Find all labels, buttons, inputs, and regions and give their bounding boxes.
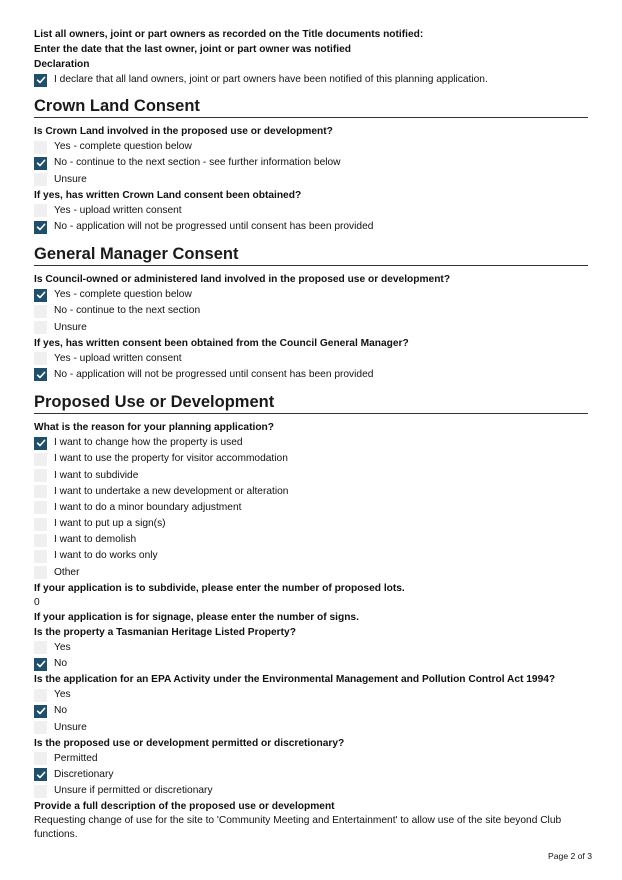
option-row-i-want-to-change-how-the-property-is-used[interactable] — [34, 435, 588, 451]
option-row-i-want-to-subdivide[interactable] — [34, 467, 588, 483]
unchecked-checkbox[interactable] — [34, 485, 47, 498]
permitted-question: Is the proposed use or development permitted or discretionary? — [34, 737, 345, 749]
declaration-checkbox[interactable] — [34, 74, 47, 87]
council-land-options — [34, 287, 588, 336]
checked-checkbox[interactable] — [34, 768, 47, 781]
declaration-text: I declare that all land owners, joint or part owners have been notified of this planning application. — [54, 74, 488, 86]
epa-options — [34, 687, 588, 736]
option-row-permitted[interactable] — [34, 751, 588, 767]
option-label: Other — [54, 566, 80, 578]
unchecked-checkbox[interactable] — [34, 305, 47, 318]
option-label: Unsure — [54, 721, 87, 733]
option-label: I want to undertake a new development or alteration — [54, 485, 289, 497]
option-label: I want to subdivide — [54, 469, 139, 481]
option-row-yes[interactable] — [34, 687, 588, 703]
crown-consent-question: If yes, has written Crown Land consent been obtained? — [34, 189, 302, 201]
option-label: Permitted — [54, 752, 98, 764]
option-row-no-application-will-not-be-progressed-until-consent-has-been-provided[interactable] — [34, 219, 588, 235]
crown-land-question: Is Crown Land involved in the proposed use or development? — [34, 126, 333, 138]
option-row-unsure[interactable] — [34, 720, 588, 736]
unchecked-checkbox[interactable] — [34, 352, 47, 365]
checkmark-icon — [36, 222, 46, 232]
option-row-i-want-to-do-works-only[interactable] — [34, 548, 588, 564]
lots-value: 0 — [34, 596, 40, 608]
crown-consent-options — [34, 203, 588, 235]
option-label: No - continue to the next section — [54, 305, 201, 317]
option-label: Yes - complete question below — [54, 141, 192, 153]
unchecked-checkbox[interactable] — [34, 321, 47, 334]
checked-checkbox[interactable] — [34, 705, 47, 718]
option-row-i-want-to-put-up-a-sign-s[interactable] — [34, 516, 588, 532]
option-row-no-continue-to-the-next-section-see-further-information-below[interactable] — [34, 155, 588, 171]
option-row-unsure[interactable] — [34, 172, 588, 188]
checked-checkbox[interactable] — [34, 157, 47, 170]
option-row-yes-upload-written-consent[interactable] — [34, 203, 588, 219]
unchecked-checkbox[interactable] — [34, 785, 47, 798]
unchecked-checkbox[interactable] — [34, 689, 47, 702]
unchecked-checkbox[interactable] — [34, 173, 47, 186]
date-question: Enter the date that the last owner, joint or part owner was notified — [34, 44, 351, 55]
option-label: Yes — [54, 641, 71, 653]
unchecked-checkbox[interactable] — [34, 518, 47, 531]
unchecked-checkbox[interactable] — [34, 721, 47, 734]
option-label: I want to do works only — [54, 550, 158, 562]
checkmark-icon — [36, 75, 46, 85]
checked-checkbox[interactable] — [34, 368, 47, 381]
option-row-no-continue-to-the-next-section[interactable] — [34, 303, 588, 319]
gm-consent-section-title: General Manager Consent — [34, 244, 588, 266]
option-row-yes-upload-written-consent[interactable] — [34, 351, 588, 367]
option-label: Yes - upload written consent — [54, 352, 182, 364]
checkmark-icon — [36, 659, 46, 669]
reason-question: What is the reason for your planning application? — [34, 422, 274, 434]
option-row-no[interactable] — [34, 703, 588, 719]
checkmark-icon — [36, 770, 46, 780]
option-row-i-want-to-demolish[interactable] — [34, 532, 588, 548]
option-label: No — [54, 705, 68, 717]
checkmark-icon — [36, 706, 46, 716]
gm-consent-question: If yes, has written consent been obtained from the Council General Manager? — [34, 337, 409, 349]
checkmark-icon — [36, 370, 46, 380]
option-label: I want to change how the property is used — [54, 437, 243, 449]
unchecked-checkbox[interactable] — [34, 641, 47, 654]
unchecked-checkbox[interactable] — [34, 501, 47, 514]
option-label: Unsure if permitted or discretionary — [54, 785, 213, 797]
council-land-question: Is Council-owned or administered land involved in the proposed use or development? — [34, 274, 451, 286]
option-label: Unsure — [54, 173, 87, 185]
description-value: Requesting change of use for the site to 'Community Meeting and Entertainment' to allow use of the site beyond Club functions. — [34, 815, 562, 841]
option-label: Unsure — [54, 321, 87, 333]
option-row-yes-complete-question-below[interactable] — [34, 287, 588, 303]
option-row-yes-complete-question-below[interactable] — [34, 139, 588, 155]
option-row-other[interactable] — [34, 565, 588, 581]
checked-checkbox[interactable] — [34, 437, 47, 450]
option-row-unsure[interactable] — [34, 320, 588, 336]
option-label: No - application will not be progressed until consent has been provided — [54, 221, 374, 233]
owners-question: List all owners, joint or part owners as recorded on the Title documents notified: — [34, 29, 424, 40]
unchecked-checkbox[interactable] — [34, 469, 47, 482]
checkmark-icon — [36, 438, 46, 448]
option-label: No — [54, 658, 68, 670]
option-row-i-want-to-undertake-a-new-development-or-alteration[interactable] — [34, 484, 588, 500]
option-label: Yes - complete question below — [54, 289, 192, 301]
option-row-unsure-if-permitted-or-discretionary[interactable] — [34, 783, 588, 799]
gm-consent-options — [34, 351, 588, 383]
unchecked-checkbox[interactable] — [34, 141, 47, 154]
crown-land-options — [34, 139, 588, 188]
page-number: Page 2 of 3 — [548, 851, 592, 861]
signs-question: If your application is for signage, please enter the number of signs. — [34, 611, 359, 623]
checkmark-icon — [36, 158, 46, 168]
option-label: I want to use the property for visitor accommodation — [54, 453, 288, 465]
checked-checkbox[interactable] — [34, 289, 47, 302]
option-label: No - continue to the next section - see further information below — [54, 157, 341, 169]
option-label: I want to do a minor boundary adjustment — [54, 501, 242, 513]
reason-options — [34, 435, 588, 581]
option-label: Yes - upload written consent — [54, 204, 182, 216]
option-row-i-want-to-use-the-property-for-visitor-accommodation[interactable] — [34, 451, 588, 467]
option-label: I want to demolish — [54, 534, 137, 546]
epa-question: Is the application for an EPA Activity under the Environmental Management and Pollution Control Act 1994? — [34, 674, 556, 686]
option-row-no[interactable] — [34, 656, 588, 672]
option-label: Yes — [54, 689, 71, 701]
option-row-discretionary[interactable] — [34, 767, 588, 783]
option-label: No - application will not be progressed until consent has been provided — [54, 368, 374, 380]
unchecked-checkbox[interactable] — [34, 204, 47, 217]
option-row-yes[interactable] — [34, 640, 588, 656]
declaration-checkbox-row[interactable] — [34, 72, 588, 88]
unchecked-checkbox[interactable] — [34, 534, 47, 547]
option-row-no-application-will-not-be-progressed-until-consent-has-been-provided[interactable] — [34, 367, 588, 383]
heritage-question: Is the property a Tasmanian Heritage Listed Property? — [34, 626, 296, 638]
option-row-i-want-to-do-a-minor-boundary-adjustment[interactable] — [34, 500, 588, 516]
permitted-options — [34, 751, 588, 800]
crown-land-section-title: Crown Land Consent — [34, 96, 588, 118]
unchecked-checkbox[interactable] — [34, 566, 47, 579]
description-question: Provide a full description of the proposed use or development — [34, 801, 335, 813]
checked-checkbox[interactable] — [34, 658, 47, 671]
checkmark-icon — [36, 290, 46, 300]
declaration-label: Declaration — [34, 59, 90, 70]
unchecked-checkbox[interactable] — [34, 752, 47, 765]
unchecked-checkbox[interactable] — [34, 453, 47, 466]
option-label: I want to put up a sign(s) — [54, 518, 166, 530]
unchecked-checkbox[interactable] — [34, 550, 47, 563]
heritage-options — [34, 640, 588, 672]
form-page — [34, 27, 588, 842]
proposed-use-section-title: Proposed Use or Development — [34, 392, 588, 414]
checked-checkbox[interactable] — [34, 221, 47, 234]
lots-question: If your application is to subdivide, please enter the number of proposed lots. — [34, 582, 405, 594]
option-label: Discretionary — [54, 768, 114, 780]
